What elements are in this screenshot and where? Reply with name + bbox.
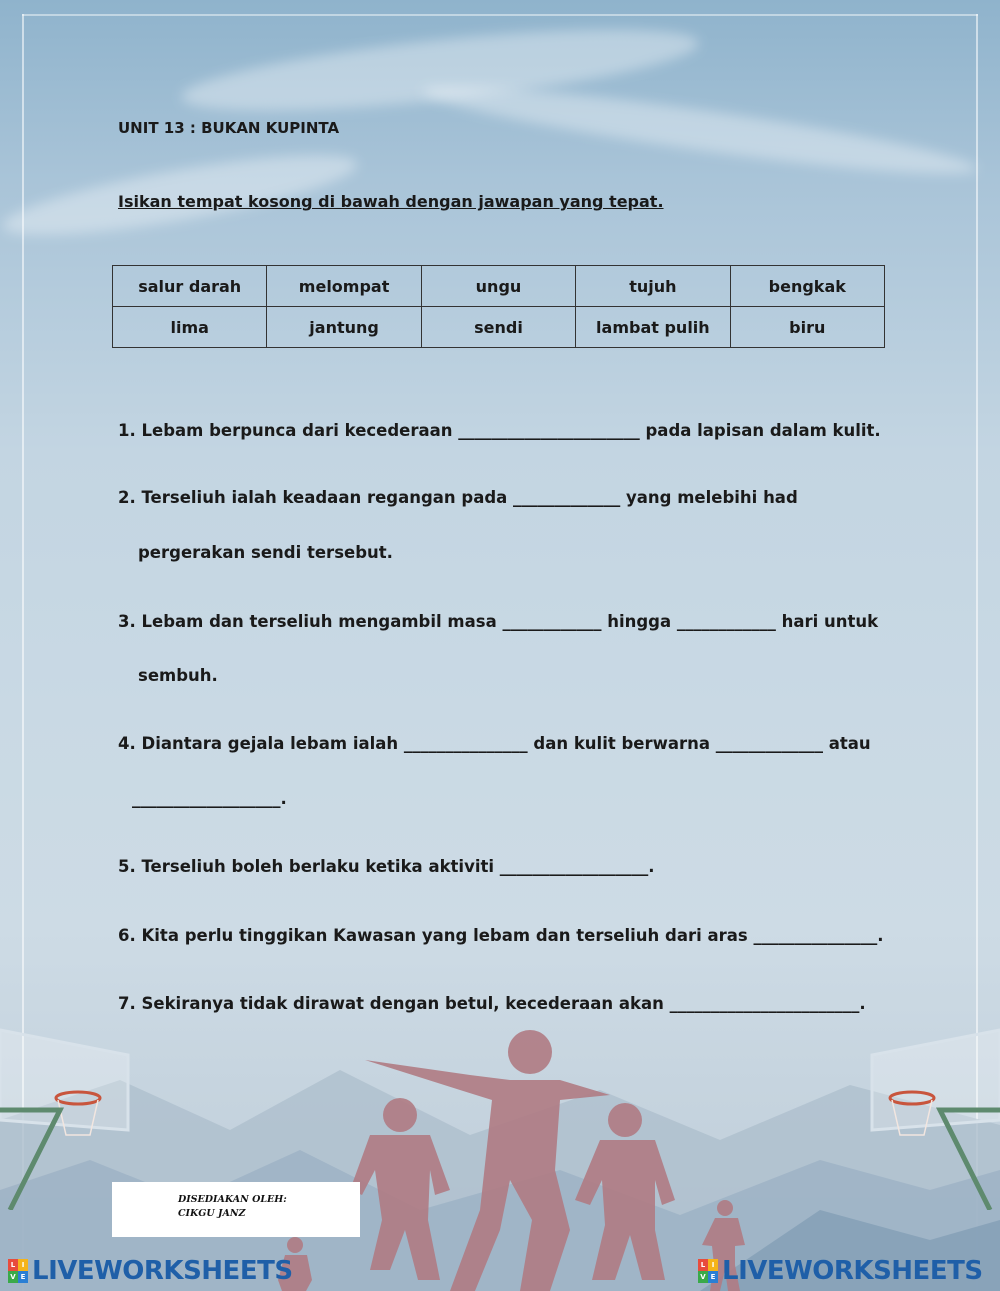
badge-letter: V — [8, 1271, 18, 1283]
word-cell: sendi — [421, 307, 575, 348]
question-1: 1. Lebam berpunca dari kecederaan ______________________ pada lapisan dalam kulit. — [118, 421, 881, 440]
page-frame-top — [22, 14, 978, 16]
badge-letter: E — [18, 1271, 28, 1283]
unit-title: UNIT 13 : BUKAN KUPINTA — [118, 119, 340, 137]
word-cell: bengkak — [730, 266, 884, 307]
badge-letter: L — [8, 1259, 18, 1271]
word-cell: biru — [730, 307, 884, 348]
question-3: 3. Lebam dan terseliuh mengambil masa ____________ hingga ____________ hari untuk — [118, 612, 879, 631]
basketball-hoop-icon — [0, 1010, 140, 1210]
credit-box — [112, 1182, 360, 1237]
credit-prepared-by: DISEDIAKAN OLEH: — [178, 1194, 287, 1205]
liveworksheets-logo[interactable] — [8, 1256, 293, 1286]
sky-cloud-streak — [420, 71, 980, 189]
word-cell: lima — [113, 307, 267, 348]
word-cell: ungu — [421, 266, 575, 307]
liveworksheets-wordmark: LIVEWORKSHEETS — [32, 1256, 293, 1286]
running-children-silhouette — [270, 1020, 790, 1291]
question-5: 5. Terseliuh boleh berlaku ketika aktiviti __________________. — [118, 857, 655, 876]
badge-letter: I — [708, 1259, 718, 1271]
badge-letter: I — [18, 1259, 28, 1271]
question-3-continued: sembuh. — [138, 666, 218, 685]
badge-letter: V — [698, 1271, 708, 1283]
word-cell: salur darah — [113, 266, 267, 307]
instruction-text: Isikan tempat kosong di bawah dengan jawapan yang tepat. — [118, 192, 664, 211]
badge-letter: L — [698, 1259, 708, 1271]
question-2: 2. Terseliuh ialah keadaan regangan pada _____________ yang melebihi had — [118, 488, 798, 507]
word-cell: jantung — [267, 307, 421, 348]
credit-teacher-name: CIKGU JANZ — [178, 1208, 246, 1219]
question-4-continued: __________________. — [132, 789, 287, 808]
question-2-continued: pergerakan sendi tersebut. — [138, 543, 393, 562]
liveworksheets-badge-icon — [8, 1259, 28, 1283]
liveworksheets-badge-icon — [698, 1259, 718, 1283]
question-7: 7. Sekiranya tidak dirawat dengan betul, kecederaan akan _______________________. — [118, 994, 866, 1013]
question-6: 6. Kita perlu tinggikan Kawasan yang lebam dan terseliuh dari aras _______________. — [118, 926, 884, 945]
badge-letter: E — [708, 1271, 718, 1283]
question-4: 4. Diantara gejala lebam ialah _______________ dan kulit berwarna _____________ atau — [118, 734, 871, 753]
word-cell: tujuh — [576, 266, 730, 307]
liveworksheets-wordmark: LIVEWORKSHEETS — [722, 1256, 983, 1286]
liveworksheets-logo[interactable] — [698, 1256, 983, 1286]
word-cell: melompat — [267, 266, 421, 307]
word-bank-table — [112, 265, 885, 348]
table-row — [113, 307, 885, 348]
basketball-hoop-icon — [860, 1010, 1000, 1210]
table-row — [113, 266, 885, 307]
word-cell: lambat pulih — [576, 307, 730, 348]
